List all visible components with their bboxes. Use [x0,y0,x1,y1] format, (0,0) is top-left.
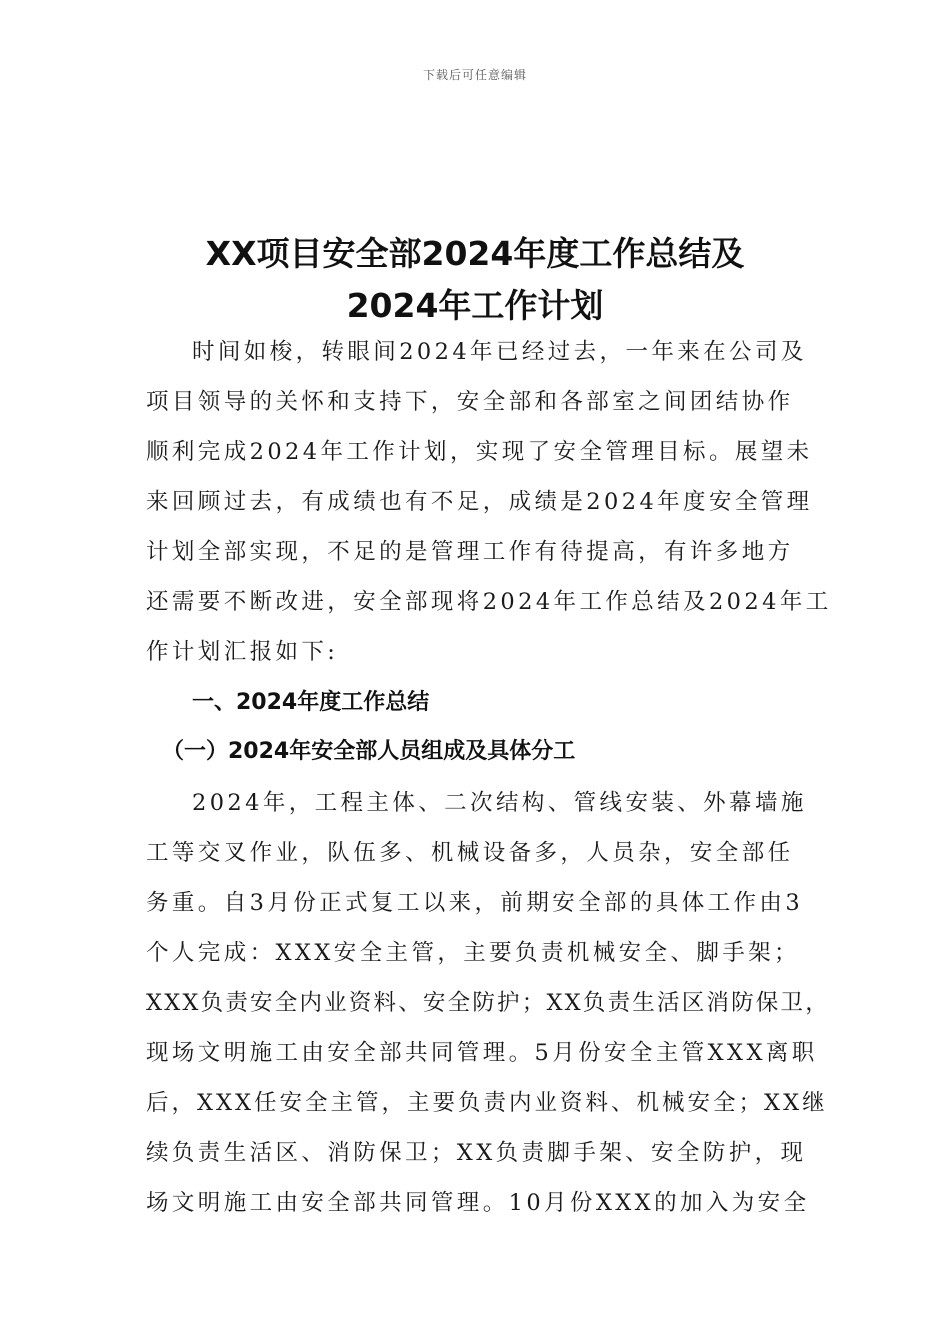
intro-line-5: 计划全部实现，不足的是管理工作有待提高，有许多地方 [146,539,794,565]
document-title-line-2: 2024年工作计划 [346,286,604,325]
para2-line-3: 务重。自3月份正式复工以来，前期安全部的具体工作由3 [146,890,804,916]
header-note: 下载后可任意编辑 [422,68,527,82]
section-heading-1: 一、2024年度工作总结 [192,690,430,715]
intro-line-1: 时间如梭，转眼间2024年已经过去，一年来在公司及 [192,339,807,365]
intro-line-4: 来回顾过去，有成绩也有不足，成绩是2024年度安全管理 [146,489,813,515]
para2-line-1: 2024年，工程主体、二次结构、管线安装、外幕墙施 [192,790,807,816]
para2-line-6: 现场文明施工由安全部共同管理。5月份安全主管XXX离职 [146,1040,818,1066]
para2-line-7: 后，XXX任安全主管，主要负责内业资料、机械安全；XX继 [146,1090,828,1116]
intro-line-7: 作计划汇报如下: [146,639,339,665]
intro-line-2: 项目领导的关怀和支持下，安全部和各部室之间团结协作 [146,389,794,415]
para2-line-8: 续负责生活区、消防保卫；XX负责脚手架、安全防护，现 [146,1140,807,1166]
intro-line-6: 还需要不断改进，安全部现将2024年工作总结及2024年工 [146,589,832,615]
para2-line-5: XXX负责安全内业资料、安全防护；XX负责生活区消防保卫， [146,990,830,1016]
intro-line-3: 顺利完成2024年工作计划，实现了安全管理目标。展望未 [146,439,813,465]
document-title-line-1: XX项目安全部2024年度工作总结及 [205,234,745,273]
subsection-heading-1: （一）2024年安全部人员组成及具体分工 [162,739,576,764]
para2-line-9: 场文明施工由安全部共同管理。10月份XXX的加入为安全 [146,1190,810,1216]
para2-line-4: 个人完成：XXX安全主管，主要负责机械安全、脚手架； [146,940,800,966]
para2-line-2: 工等交叉作业，队伍多、机械设备多，人员杂，安全部任 [146,840,794,866]
